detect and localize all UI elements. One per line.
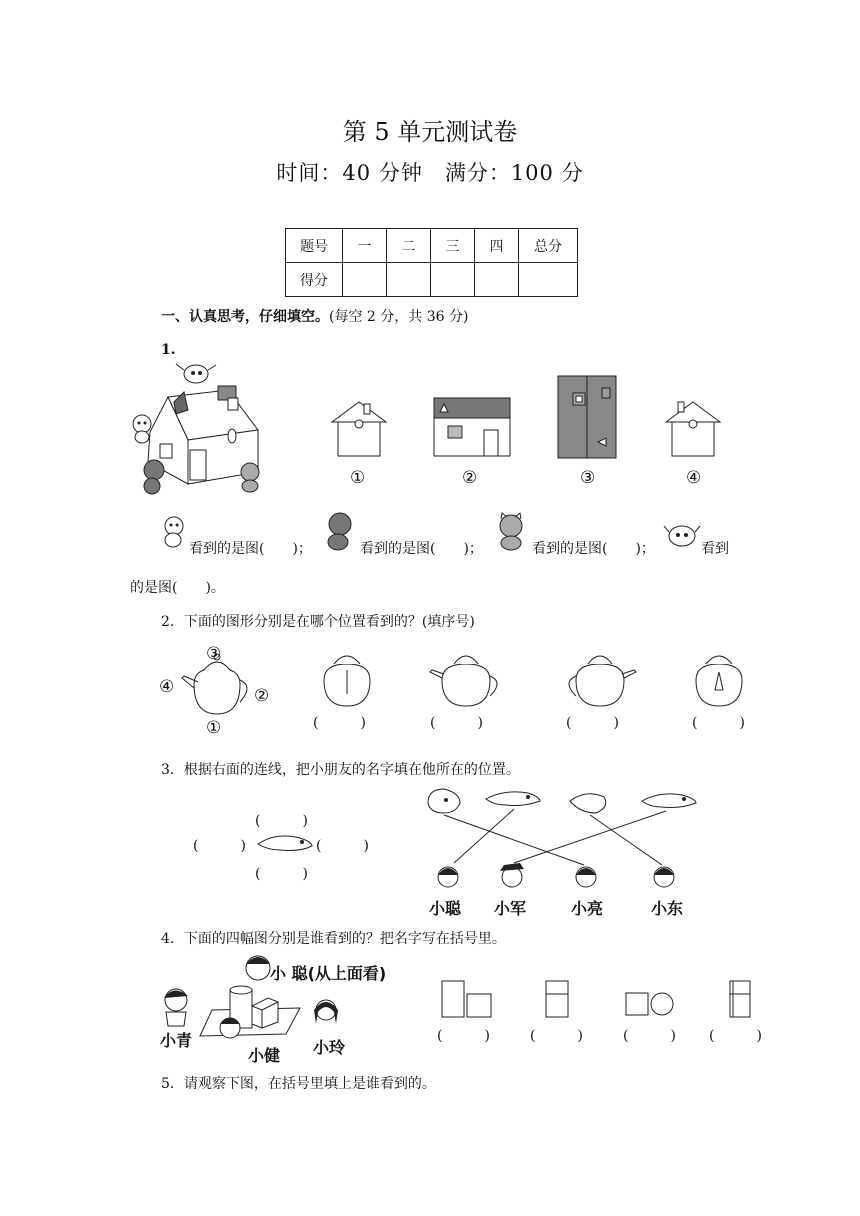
q2-blank[interactable]: ( ) <box>313 715 366 731</box>
option-4-label: ④ <box>686 468 702 488</box>
child-name-label: 小聪 <box>429 899 462 918</box>
view-1-image <box>330 400 388 458</box>
dolphin-icon <box>486 792 540 806</box>
q1-prompt-cat: 看到的是图( )； <box>532 541 655 557</box>
child-name-label: 小军 <box>494 899 527 918</box>
section-heading <box>161 306 468 326</box>
dog-icon <box>133 415 151 443</box>
q3-matching-diagram <box>420 783 706 893</box>
table-header-cell: 三 <box>431 229 475 263</box>
option-3-label: ③ <box>580 468 596 488</box>
bird-icon <box>664 522 700 550</box>
child-face-icon <box>246 956 270 980</box>
q4-blank[interactable]: ( ) <box>437 1028 490 1044</box>
q4-blank[interactable]: ( ) <box>530 1028 583 1044</box>
dolphin-icon <box>428 789 460 813</box>
q1-prompt-bird: 看到 <box>701 541 729 557</box>
child-face-icon <box>220 1018 240 1038</box>
score-cell[interactable] <box>431 263 475 297</box>
q2-blank[interactable]: ( ) <box>430 715 483 731</box>
position-label-right: ② <box>254 686 270 706</box>
q1-prompt-monkey: 看到的是图( )； <box>360 541 483 557</box>
child-face-icon <box>654 867 674 887</box>
monkey-icon <box>322 512 358 552</box>
q4-text: 4．下面的四幅图分别是谁看到的？把名字写在括号里。 <box>161 931 506 947</box>
q4-blank[interactable]: ( ) <box>623 1028 676 1044</box>
top-view-label: 小 聪(从上面看) <box>270 964 387 983</box>
view-4-image <box>664 398 722 458</box>
table-header-cell: 题号 <box>286 229 343 263</box>
q4-blank[interactable]: ( ) <box>709 1028 762 1044</box>
child-name-label: 小青 <box>160 1031 193 1050</box>
q1-prompt-dog: 看到的是图( )； <box>189 541 312 557</box>
table-header-cell: 总分 <box>519 229 578 263</box>
view-stacked <box>545 980 571 1018</box>
q1-number: 1. <box>161 342 176 358</box>
q3-blank-right[interactable]: ( ) <box>316 838 369 854</box>
table-header-cell: 四 <box>475 229 519 263</box>
child-face-icon <box>164 989 188 1026</box>
table-row-label: 得分 <box>286 263 343 297</box>
table-header-cell: 一 <box>343 229 387 263</box>
q2-blank[interactable]: ( ) <box>566 715 619 731</box>
score-table-header-row <box>286 229 578 263</box>
page-title: 第 5 单元测试卷 <box>342 118 518 146</box>
q3-blank-top[interactable]: ( ) <box>255 813 308 829</box>
dog-icon <box>160 515 188 549</box>
q2-text: 2．下面的图形分别是在哪个位置看到的？(填序号) <box>161 614 475 630</box>
option-2-label: ② <box>462 468 478 488</box>
q3-blank-bottom[interactable]: ( ) <box>255 866 308 882</box>
child-face-icon <box>438 867 458 887</box>
cat-icon <box>241 463 259 492</box>
child-face-icon <box>500 863 524 887</box>
view-3-image <box>558 376 616 458</box>
position-label-left: ④ <box>159 677 175 697</box>
q2-blank[interactable]: ( ) <box>692 715 745 731</box>
teapot-view-a <box>320 650 374 708</box>
house-scene-image <box>128 362 288 498</box>
position-label-bottom: ① <box>206 718 222 738</box>
score-cell[interactable] <box>387 263 431 297</box>
child-name-label: 小健 <box>248 1046 281 1065</box>
view-cylinder-cube <box>441 980 493 1018</box>
teapot-view-b <box>428 650 504 708</box>
child-name-label: 小东 <box>651 899 684 918</box>
position-label-top: ③ <box>206 644 222 664</box>
q3-blank-left[interactable]: ( ) <box>193 838 246 854</box>
child-name-label: 小亮 <box>571 899 604 918</box>
child-name-label: 小玲 <box>313 1038 346 1057</box>
teapot-view-c <box>562 650 638 708</box>
dolphin-icon <box>642 794 696 808</box>
monkey-icon <box>144 460 164 494</box>
dolphin-icon <box>256 830 314 858</box>
score-table-row <box>286 263 578 297</box>
q3-text: 3．根据右面的连线，把小朋友的名字填在他所在的位置。 <box>161 762 520 778</box>
bird-icon <box>176 364 216 383</box>
q5-text: 5．请观察下图，在括号里填上是谁看到的。 <box>161 1076 436 1092</box>
score-cell[interactable] <box>343 263 387 297</box>
section-note: (每空 2 分，共 36 分) <box>329 309 469 325</box>
q1-prompt-wrap: 的是图( )。 <box>130 580 225 596</box>
score-cell[interactable] <box>475 263 519 297</box>
cat-icon <box>492 513 530 551</box>
view-square-circle <box>625 990 675 1018</box>
child-face-icon <box>576 867 596 887</box>
option-1-label: ① <box>350 468 366 488</box>
teapot-view-d <box>694 650 744 708</box>
score-table <box>285 228 578 297</box>
child-face-icon <box>314 1000 338 1024</box>
dolphin-icon <box>570 794 606 813</box>
page-subtitle: 时间：40 分钟 满分：100 分 <box>276 161 584 185</box>
score-cell[interactable] <box>519 263 578 297</box>
view-2-image <box>434 398 512 458</box>
section-title: 一、认真思考，仔细填空。 <box>161 309 329 325</box>
table-header-cell: 二 <box>387 229 431 263</box>
view-side <box>729 980 753 1018</box>
